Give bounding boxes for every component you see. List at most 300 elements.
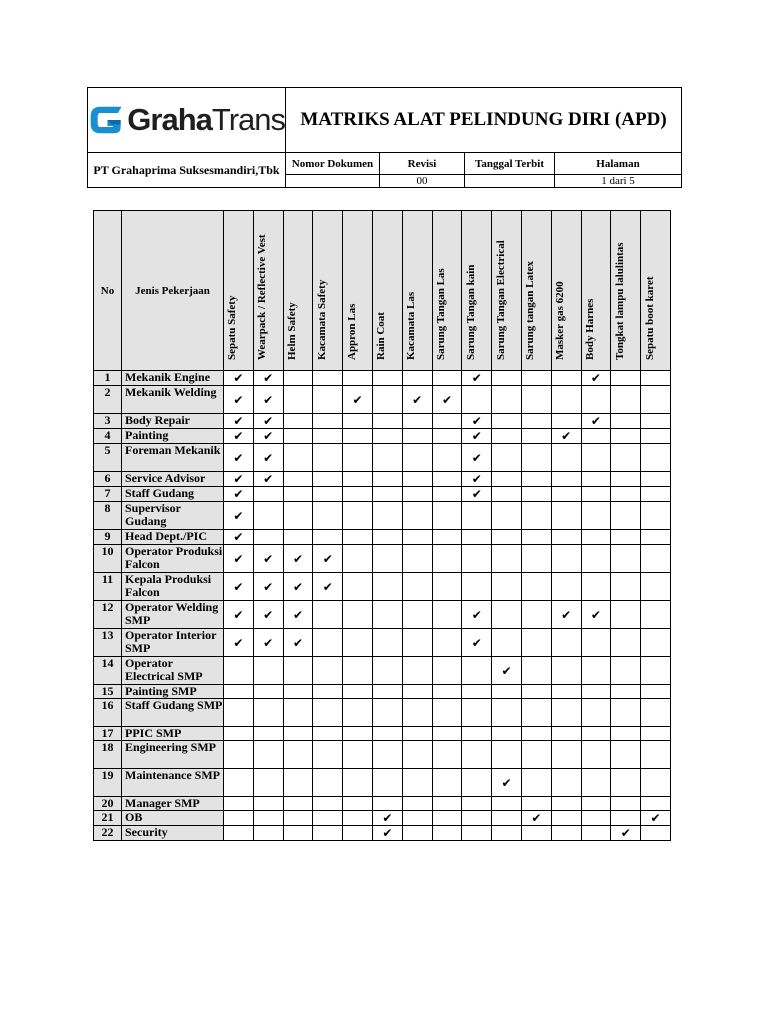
check-mark-icon: ✔ xyxy=(462,472,492,487)
empty-cell xyxy=(313,769,343,797)
check-mark-icon: ✔ xyxy=(462,429,492,444)
brand-name-part2: Trans xyxy=(211,102,285,137)
empty-cell xyxy=(462,530,492,545)
check-mark-icon: ✔ xyxy=(224,386,254,414)
empty-cell xyxy=(402,601,432,629)
empty-cell xyxy=(343,444,373,472)
job-name: Painting xyxy=(122,429,224,444)
check-mark-icon: ✔ xyxy=(283,545,313,573)
empty-cell xyxy=(313,811,343,826)
row-number: 16 xyxy=(94,699,122,727)
empty-cell xyxy=(343,741,373,769)
empty-cell xyxy=(372,472,402,487)
empty-cell xyxy=(402,657,432,685)
empty-cell xyxy=(521,727,551,741)
empty-cell xyxy=(372,629,402,657)
empty-cell xyxy=(581,487,611,502)
empty-cell xyxy=(402,769,432,797)
row-number: 19 xyxy=(94,769,122,797)
empty-cell xyxy=(551,727,581,741)
empty-cell xyxy=(313,826,343,841)
check-mark-icon: ✔ xyxy=(283,601,313,629)
equipment-label: Sarung Tangan Las xyxy=(434,268,447,360)
table-row xyxy=(94,429,671,444)
empty-cell xyxy=(343,797,373,811)
label-nomor-dokumen: Nomor Dokumen xyxy=(286,153,380,175)
empty-cell xyxy=(224,685,254,699)
column-header-equipment xyxy=(283,211,313,371)
empty-cell xyxy=(611,685,641,699)
empty-cell xyxy=(283,797,313,811)
empty-cell xyxy=(402,741,432,769)
check-mark-icon: ✔ xyxy=(253,444,283,472)
job-name: Maintenance SMP xyxy=(122,769,224,797)
empty-cell xyxy=(372,429,402,444)
table-row xyxy=(94,444,671,472)
empty-cell xyxy=(581,444,611,472)
empty-cell xyxy=(372,573,402,601)
job-name: PPIC SMP xyxy=(122,727,224,741)
check-mark-icon: ✔ xyxy=(224,371,254,386)
column-header-equipment xyxy=(253,211,283,371)
empty-cell xyxy=(492,414,522,429)
empty-cell xyxy=(283,769,313,797)
equipment-label: Kacamata Las xyxy=(405,291,418,360)
empty-cell xyxy=(313,741,343,769)
empty-cell xyxy=(492,429,522,444)
matrix-header-row xyxy=(94,211,671,371)
empty-cell xyxy=(641,444,671,472)
empty-cell xyxy=(551,414,581,429)
empty-cell xyxy=(611,727,641,741)
empty-cell xyxy=(581,530,611,545)
empty-cell xyxy=(372,769,402,797)
empty-cell xyxy=(432,444,462,472)
check-mark-icon: ✔ xyxy=(224,429,254,444)
empty-cell xyxy=(313,502,343,530)
empty-cell xyxy=(521,472,551,487)
job-name: Body Repair xyxy=(122,414,224,429)
empty-cell xyxy=(462,811,492,826)
job-name: Manager SMP xyxy=(122,797,224,811)
empty-cell xyxy=(402,429,432,444)
empty-cell xyxy=(551,811,581,826)
empty-cell xyxy=(641,429,671,444)
empty-cell xyxy=(343,429,373,444)
empty-cell xyxy=(283,826,313,841)
empty-cell xyxy=(492,487,522,502)
empty-cell xyxy=(402,685,432,699)
empty-cell xyxy=(224,769,254,797)
empty-cell xyxy=(372,414,402,429)
empty-cell xyxy=(641,797,671,811)
empty-cell xyxy=(283,472,313,487)
table-row xyxy=(94,826,671,841)
empty-cell xyxy=(432,629,462,657)
table-row xyxy=(94,472,671,487)
empty-cell xyxy=(343,530,373,545)
empty-cell xyxy=(402,530,432,545)
job-name: Operator Welding SMP xyxy=(122,601,224,629)
empty-cell xyxy=(462,741,492,769)
empty-cell xyxy=(402,573,432,601)
row-number: 10 xyxy=(94,545,122,573)
empty-cell xyxy=(641,386,671,414)
check-mark-icon: ✔ xyxy=(253,429,283,444)
check-mark-icon: ✔ xyxy=(224,487,254,502)
value-revisi: 00 xyxy=(380,175,465,188)
check-mark-icon: ✔ xyxy=(343,386,373,414)
equipment-label: Wearpack / Reflective Vest xyxy=(256,234,269,360)
empty-cell xyxy=(551,573,581,601)
empty-cell xyxy=(581,573,611,601)
job-name: Service Advisor xyxy=(122,472,224,487)
empty-cell xyxy=(641,487,671,502)
check-mark-icon: ✔ xyxy=(224,573,254,601)
empty-cell xyxy=(521,487,551,502)
empty-cell xyxy=(432,811,462,826)
empty-cell xyxy=(283,487,313,502)
column-header-equipment xyxy=(641,211,671,371)
grahatrans-logo xyxy=(88,101,285,139)
empty-cell xyxy=(521,685,551,699)
table-row xyxy=(94,414,671,429)
empty-cell xyxy=(611,741,641,769)
empty-cell xyxy=(462,699,492,727)
table-row xyxy=(94,573,671,601)
row-number: 18 xyxy=(94,741,122,769)
empty-cell xyxy=(283,444,313,472)
empty-cell xyxy=(581,472,611,487)
empty-cell xyxy=(581,629,611,657)
check-mark-icon: ✔ xyxy=(611,826,641,841)
table-row xyxy=(94,371,671,386)
check-mark-icon: ✔ xyxy=(432,386,462,414)
empty-cell xyxy=(641,727,671,741)
empty-cell xyxy=(402,502,432,530)
apd-matrix-table xyxy=(93,210,671,841)
empty-cell xyxy=(551,386,581,414)
empty-cell xyxy=(521,601,551,629)
empty-cell xyxy=(343,573,373,601)
empty-cell xyxy=(521,769,551,797)
empty-cell xyxy=(402,699,432,727)
column-header-equipment xyxy=(462,211,492,371)
empty-cell xyxy=(492,629,522,657)
check-mark-icon: ✔ xyxy=(372,811,402,826)
empty-cell xyxy=(224,741,254,769)
empty-cell xyxy=(521,545,551,573)
empty-cell xyxy=(343,727,373,741)
column-header-no: No xyxy=(94,211,122,371)
check-mark-icon: ✔ xyxy=(224,629,254,657)
check-mark-icon: ✔ xyxy=(224,414,254,429)
equipment-label: Body Harnes xyxy=(583,298,596,360)
grahatrans-logo-icon xyxy=(88,101,123,139)
empty-cell xyxy=(432,545,462,573)
check-mark-icon: ✔ xyxy=(253,414,283,429)
empty-cell xyxy=(521,826,551,841)
empty-cell xyxy=(253,530,283,545)
empty-cell xyxy=(611,601,641,629)
equipment-label: Sarung tangan Latex xyxy=(524,260,537,360)
row-number: 17 xyxy=(94,727,122,741)
empty-cell xyxy=(462,545,492,573)
job-name: Head Dept./PIC xyxy=(122,530,224,545)
column-header-equipment xyxy=(343,211,373,371)
empty-cell xyxy=(432,727,462,741)
column-header-equipment xyxy=(224,211,254,371)
empty-cell xyxy=(343,601,373,629)
empty-cell xyxy=(611,811,641,826)
check-mark-icon: ✔ xyxy=(283,629,313,657)
column-header-jenis-pekerjaan: Jenis Pekerjaan xyxy=(122,211,224,371)
empty-cell xyxy=(611,573,641,601)
check-mark-icon: ✔ xyxy=(224,601,254,629)
empty-cell xyxy=(313,699,343,727)
table-row xyxy=(94,699,671,727)
empty-cell xyxy=(521,629,551,657)
column-header-equipment xyxy=(492,211,522,371)
check-mark-icon: ✔ xyxy=(224,545,254,573)
empty-cell xyxy=(581,811,611,826)
empty-cell xyxy=(224,657,254,685)
check-mark-icon: ✔ xyxy=(372,826,402,841)
empty-cell xyxy=(581,797,611,811)
empty-cell xyxy=(313,444,343,472)
empty-cell xyxy=(581,657,611,685)
empty-cell xyxy=(611,444,641,472)
empty-cell xyxy=(432,487,462,502)
empty-cell xyxy=(313,657,343,685)
empty-cell xyxy=(432,797,462,811)
empty-cell xyxy=(492,811,522,826)
empty-cell xyxy=(611,797,641,811)
row-number: 15 xyxy=(94,685,122,699)
empty-cell xyxy=(641,629,671,657)
row-number: 7 xyxy=(94,487,122,502)
empty-cell xyxy=(372,545,402,573)
job-name: Operator Interior SMP xyxy=(122,629,224,657)
check-mark-icon: ✔ xyxy=(224,502,254,530)
check-mark-icon: ✔ xyxy=(462,414,492,429)
check-mark-icon: ✔ xyxy=(492,657,522,685)
empty-cell xyxy=(492,545,522,573)
empty-cell xyxy=(224,811,254,826)
empty-cell xyxy=(462,386,492,414)
check-mark-icon: ✔ xyxy=(253,371,283,386)
empty-cell xyxy=(343,487,373,502)
empty-cell xyxy=(402,811,432,826)
empty-cell xyxy=(372,797,402,811)
empty-cell xyxy=(432,502,462,530)
empty-cell xyxy=(283,657,313,685)
row-number: 1 xyxy=(94,371,122,386)
value-halaman: 1 dari 5 xyxy=(555,175,682,188)
brand-name-part1: Graha xyxy=(127,102,212,137)
empty-cell xyxy=(551,444,581,472)
empty-cell xyxy=(462,727,492,741)
empty-cell xyxy=(372,657,402,685)
empty-cell xyxy=(521,386,551,414)
table-row xyxy=(94,530,671,545)
empty-cell xyxy=(611,487,641,502)
empty-cell xyxy=(224,797,254,811)
empty-cell xyxy=(432,741,462,769)
column-header-equipment xyxy=(551,211,581,371)
empty-cell xyxy=(402,545,432,573)
empty-cell xyxy=(224,826,254,841)
row-number: 21 xyxy=(94,811,122,826)
empty-cell xyxy=(581,545,611,573)
empty-cell xyxy=(581,826,611,841)
empty-cell xyxy=(343,699,373,727)
empty-cell xyxy=(462,797,492,811)
empty-cell xyxy=(492,741,522,769)
empty-cell xyxy=(283,386,313,414)
empty-cell xyxy=(551,545,581,573)
empty-cell xyxy=(551,741,581,769)
empty-cell xyxy=(343,545,373,573)
table-row xyxy=(94,797,671,811)
empty-cell xyxy=(402,414,432,429)
empty-cell xyxy=(432,685,462,699)
empty-cell xyxy=(253,811,283,826)
logo-cell xyxy=(88,88,286,153)
check-mark-icon: ✔ xyxy=(581,371,611,386)
empty-cell xyxy=(343,826,373,841)
check-mark-icon: ✔ xyxy=(253,386,283,414)
empty-cell xyxy=(313,601,343,629)
check-mark-icon: ✔ xyxy=(402,386,432,414)
empty-cell xyxy=(581,769,611,797)
empty-cell xyxy=(372,487,402,502)
job-name: Mekanik Engine xyxy=(122,371,224,386)
empty-cell xyxy=(253,487,283,502)
empty-cell xyxy=(611,545,641,573)
empty-cell xyxy=(492,727,522,741)
empty-cell xyxy=(611,472,641,487)
column-header-equipment xyxy=(372,211,402,371)
table-row xyxy=(94,601,671,629)
empty-cell xyxy=(581,741,611,769)
empty-cell xyxy=(551,502,581,530)
empty-cell xyxy=(641,472,671,487)
empty-cell xyxy=(641,685,671,699)
empty-cell xyxy=(343,371,373,386)
empty-cell xyxy=(253,657,283,685)
empty-cell xyxy=(253,502,283,530)
empty-cell xyxy=(581,502,611,530)
check-mark-icon: ✔ xyxy=(313,573,343,601)
empty-cell xyxy=(581,429,611,444)
empty-cell xyxy=(372,530,402,545)
check-mark-icon: ✔ xyxy=(253,472,283,487)
check-mark-icon: ✔ xyxy=(253,629,283,657)
check-mark-icon: ✔ xyxy=(253,601,283,629)
equipment-label: Sarung Tangan Electrical xyxy=(494,240,507,360)
empty-cell xyxy=(641,502,671,530)
empty-cell xyxy=(521,699,551,727)
check-mark-icon: ✔ xyxy=(253,573,283,601)
row-number: 3 xyxy=(94,414,122,429)
job-name: Mekanik Welding xyxy=(122,386,224,414)
brand-name xyxy=(127,102,285,138)
empty-cell xyxy=(581,699,611,727)
table-row xyxy=(94,727,671,741)
empty-cell xyxy=(313,414,343,429)
empty-cell xyxy=(432,371,462,386)
empty-cell xyxy=(283,502,313,530)
empty-cell xyxy=(283,429,313,444)
check-mark-icon: ✔ xyxy=(283,573,313,601)
row-number: 2 xyxy=(94,386,122,414)
empty-cell xyxy=(432,699,462,727)
empty-cell xyxy=(313,429,343,444)
row-number: 5 xyxy=(94,444,122,472)
table-row xyxy=(94,545,671,573)
empty-cell xyxy=(521,371,551,386)
empty-cell xyxy=(253,826,283,841)
empty-cell xyxy=(492,386,522,414)
empty-cell xyxy=(551,769,581,797)
check-mark-icon: ✔ xyxy=(313,545,343,573)
empty-cell xyxy=(492,685,522,699)
label-revisi: Revisi xyxy=(380,153,465,175)
empty-cell xyxy=(432,657,462,685)
empty-cell xyxy=(432,414,462,429)
equipment-label: Tongkat lampu lalulintas xyxy=(613,242,626,360)
empty-cell xyxy=(492,699,522,727)
table-row xyxy=(94,386,671,414)
label-tanggal-terbit: Tanggal Terbit xyxy=(465,153,555,175)
empty-cell xyxy=(253,741,283,769)
empty-cell xyxy=(521,429,551,444)
empty-cell xyxy=(611,414,641,429)
empty-cell xyxy=(551,629,581,657)
equipment-label: Kacamata Safety xyxy=(315,279,328,360)
row-number: 13 xyxy=(94,629,122,657)
table-row xyxy=(94,685,671,699)
job-name: Security xyxy=(122,826,224,841)
empty-cell xyxy=(402,629,432,657)
row-number: 12 xyxy=(94,601,122,629)
empty-cell xyxy=(372,741,402,769)
empty-cell xyxy=(611,629,641,657)
empty-cell xyxy=(313,797,343,811)
empty-cell xyxy=(521,444,551,472)
empty-cell xyxy=(372,386,402,414)
table-row xyxy=(94,657,671,685)
empty-cell xyxy=(641,741,671,769)
empty-cell xyxy=(521,414,551,429)
empty-cell xyxy=(402,727,432,741)
empty-cell xyxy=(313,629,343,657)
empty-cell xyxy=(372,371,402,386)
empty-cell xyxy=(432,530,462,545)
empty-cell xyxy=(521,573,551,601)
empty-cell xyxy=(611,429,641,444)
job-name: Operator Electrical SMP xyxy=(122,657,224,685)
empty-cell xyxy=(611,699,641,727)
empty-cell xyxy=(641,657,671,685)
empty-cell xyxy=(313,472,343,487)
empty-cell xyxy=(492,502,522,530)
empty-cell xyxy=(641,371,671,386)
check-mark-icon: ✔ xyxy=(551,601,581,629)
empty-cell xyxy=(641,573,671,601)
row-number: 9 xyxy=(94,530,122,545)
